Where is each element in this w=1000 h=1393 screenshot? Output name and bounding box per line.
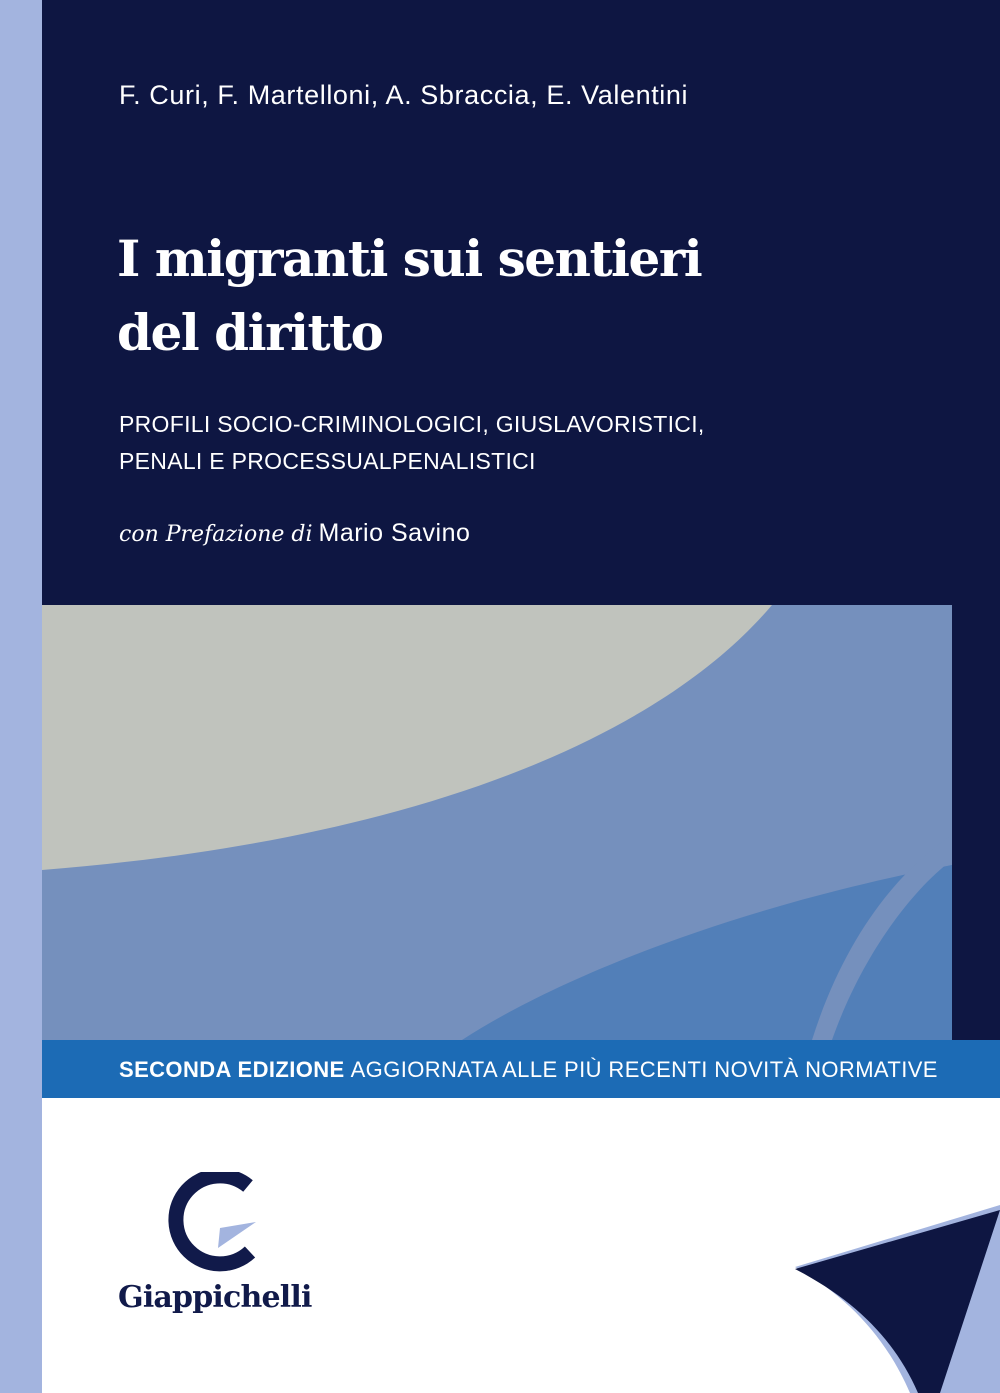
book-title-line-1: I migranti sui sentieri	[117, 229, 702, 288]
edition-note	[119, 1057, 938, 1083]
cover-artwork	[42, 605, 952, 1040]
book-subtitle-line-2: PENALI E PROCESSUALPENALISTICI	[119, 448, 536, 474]
cover-spine-strip	[0, 0, 42, 1393]
giappichelli-logo-icon	[160, 1172, 270, 1272]
publisher-name: Giappichelli	[118, 1280, 312, 1315]
edition-label: SECONDA EDIZIONE	[119, 1057, 345, 1082]
arrow-decoration-icon	[790, 1205, 1000, 1393]
preface-credit	[119, 519, 470, 548]
logo-g-wedge	[218, 1222, 256, 1248]
logo-g-arc	[176, 1176, 250, 1264]
edition-description: AGGIORNATA ALLE PIÙ RECENTI NOVITÀ NORMATIVE	[350, 1057, 938, 1082]
book-title-line-2: del diritto	[117, 303, 383, 362]
preface-prefix: con Prefazione di	[119, 522, 313, 547]
book-subtitle-line-1: PROFILI SOCIO-CRIMINOLOGICI, GIUSLAVORISTICI,	[119, 411, 705, 437]
preface-author: Mario Savino	[318, 519, 471, 547]
book-title	[117, 222, 917, 370]
book-subtitle	[119, 406, 919, 480]
author-list: F. Curi, F. Martelloni, A. Sbraccia, E. Valentini	[119, 80, 689, 110]
